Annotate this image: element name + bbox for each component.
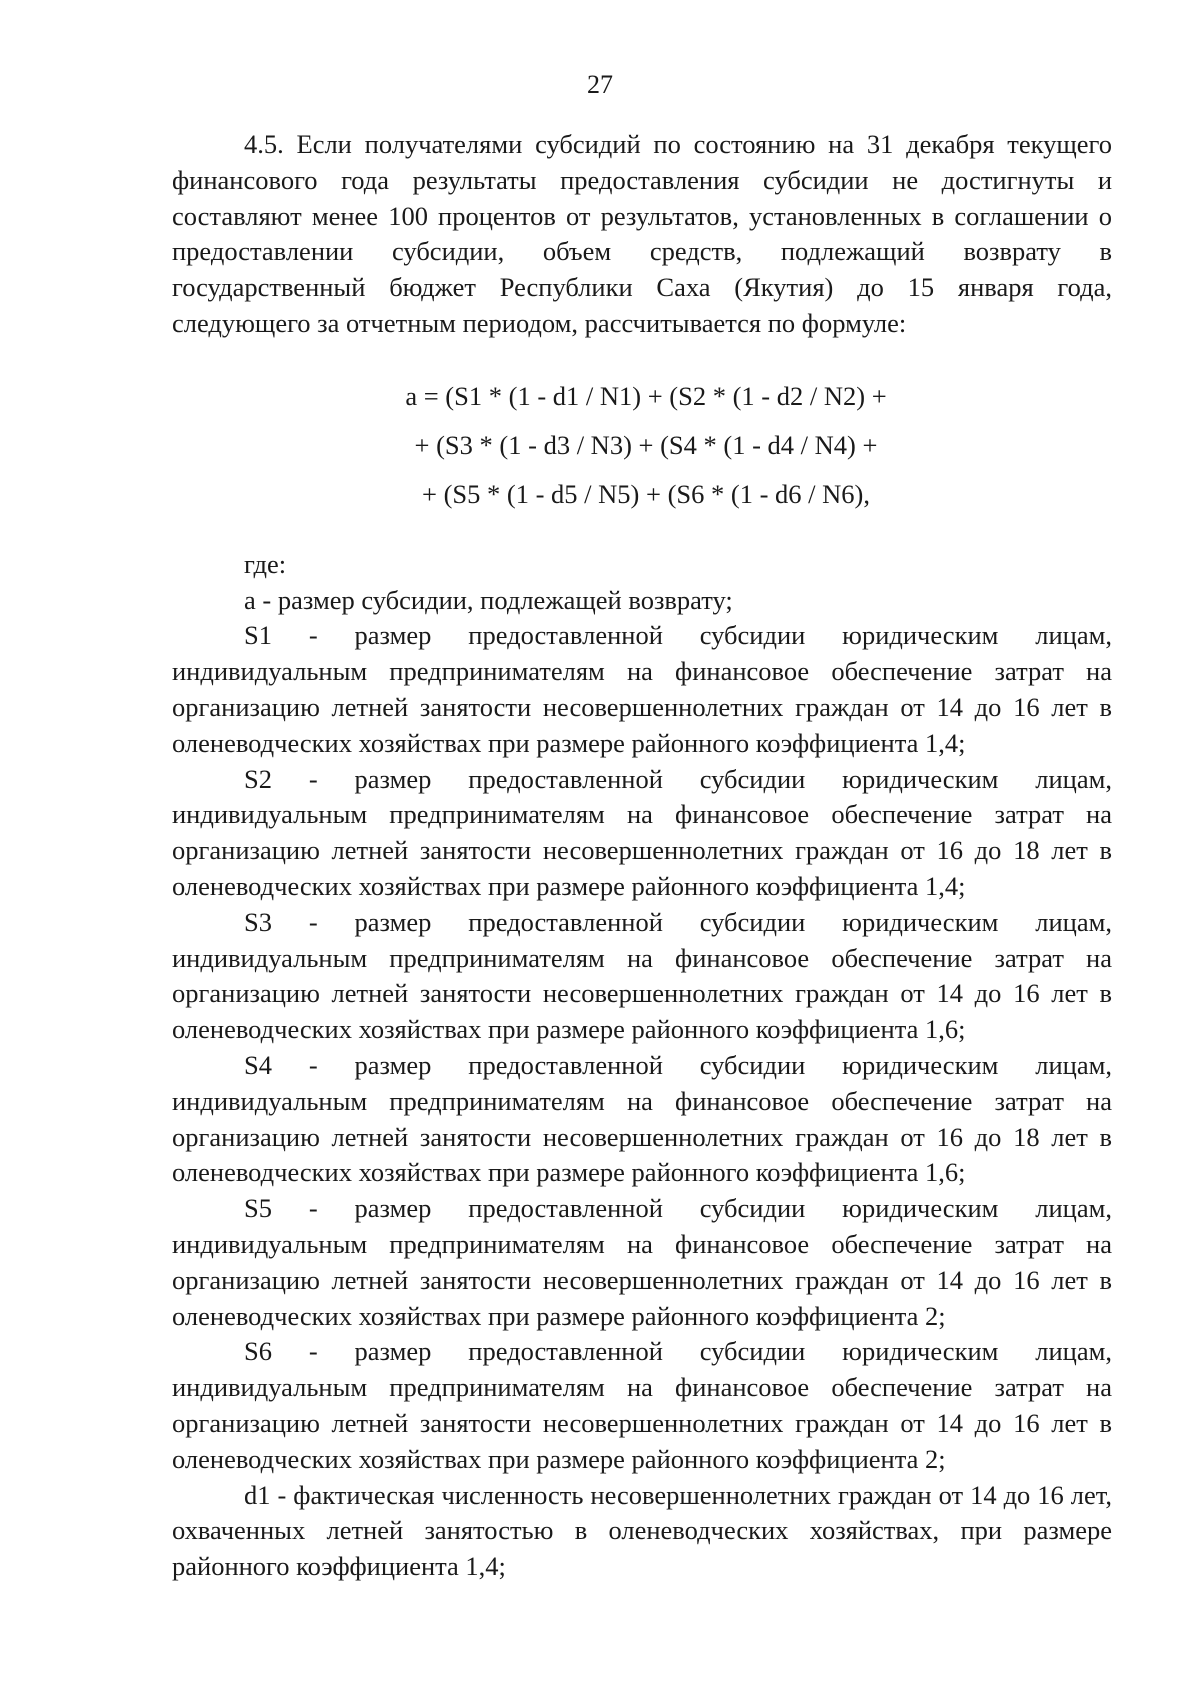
intro-paragraph: 4.5. Если получателями субсидий по состоянию на 31 декабря текущего финансового года результаты предоставления субсидии не достигнуты и составляют менее 100 процентов от результатов, установленных в соглашении о предоставлении субсидии, объем средств, подлежащий возврату в государственный бюджет Республики Саха (Якутия) до 15 января года, следующего за отчетным периодом, рассчитывается по формуле:	[172, 129, 1112, 338]
definition-s5: S5 - размер предоставленной субсидии юридическим лицам, индивидуальным предпринимателям на финансовое обеспечение затрат на организацию летней занятости несовершеннолетних граждан от 14 до 16 лет в оленеводческих хозяйствах при размере районного коэффициента 2;	[172, 1193, 1112, 1331]
where-label: где:	[244, 548, 287, 579]
definition-d1: d1 - фактическая численность несовершеннолетних граждан от 14 до 16 лет, охваченных летней занятостью в оленеводческих хозяйствах, при размере районного коэффициента 1,4;	[172, 1479, 1112, 1582]
page-number: 27	[587, 70, 613, 99]
definition-s1: S1 - размер предоставленной субсидии юридическим лицам, индивидуальным предпринимателям на финансовое обеспечение затрат на организацию летней занятости несовершеннолетних граждан от 14 до 16 лет в оленеводческих хозяйствах при размере районного коэффициента 1,4;	[172, 620, 1112, 758]
definition-s6: S6 - размер предоставленной субсидии юридическим лицам, индивидуальным предпринимателям на финансовое обеспечение затрат на организацию летней занятости несовершеннолетних граждан от 14 до 16 лет в оленеводческих хозяйствах при размере районного коэффициента 2;	[172, 1336, 1112, 1474]
formula-line-2: + (S3 * (1 - d3 / N3) + (S4 * (1 - d4 / N4) +	[414, 429, 878, 460]
definition-s3: S3 - размер предоставленной субсидии юридическим лицам, индивидуальным предпринимателям на финансовое обеспечение затрат на организацию летней занятости несовершеннолетних граждан от 14 до 16 лет в оленеводческих хозяйствах при размере районного коэффициента 1,6;	[172, 906, 1112, 1045]
document-body	[172, 127, 1112, 1585]
definition-s4: S4 - размер предоставленной субсидии юридическим лицам, индивидуальным предпринимателям на финансовое обеспечение затрат на организацию летней занятости несовершеннолетних граждан от 16 до 18 лет в оленеводческих хозяйствах при размере районного коэффициента 1,6;	[172, 1049, 1112, 1188]
definition-s2: S2 - размер предоставленной субсидии юридическим лицам, индивидуальным предпринимателям на финансовое обеспечение затрат на организацию летней занятости несовершеннолетних граждан от 16 до 18 лет в оленеводческих хозяйствах при размере районного коэффициента 1,4;	[172, 763, 1112, 901]
formula-line-3: + (S5 * (1 - d5 / N5) + (S6 * (1 - d6 / N6),	[422, 478, 870, 509]
formula-line-1: a = (S1 * (1 - d1 / N1) + (S2 * (1 - d2 / N2) +	[405, 380, 887, 411]
definition-a: a - размер субсидии, подлежащей возврату;	[244, 584, 733, 615]
formula	[172, 372, 1112, 519]
